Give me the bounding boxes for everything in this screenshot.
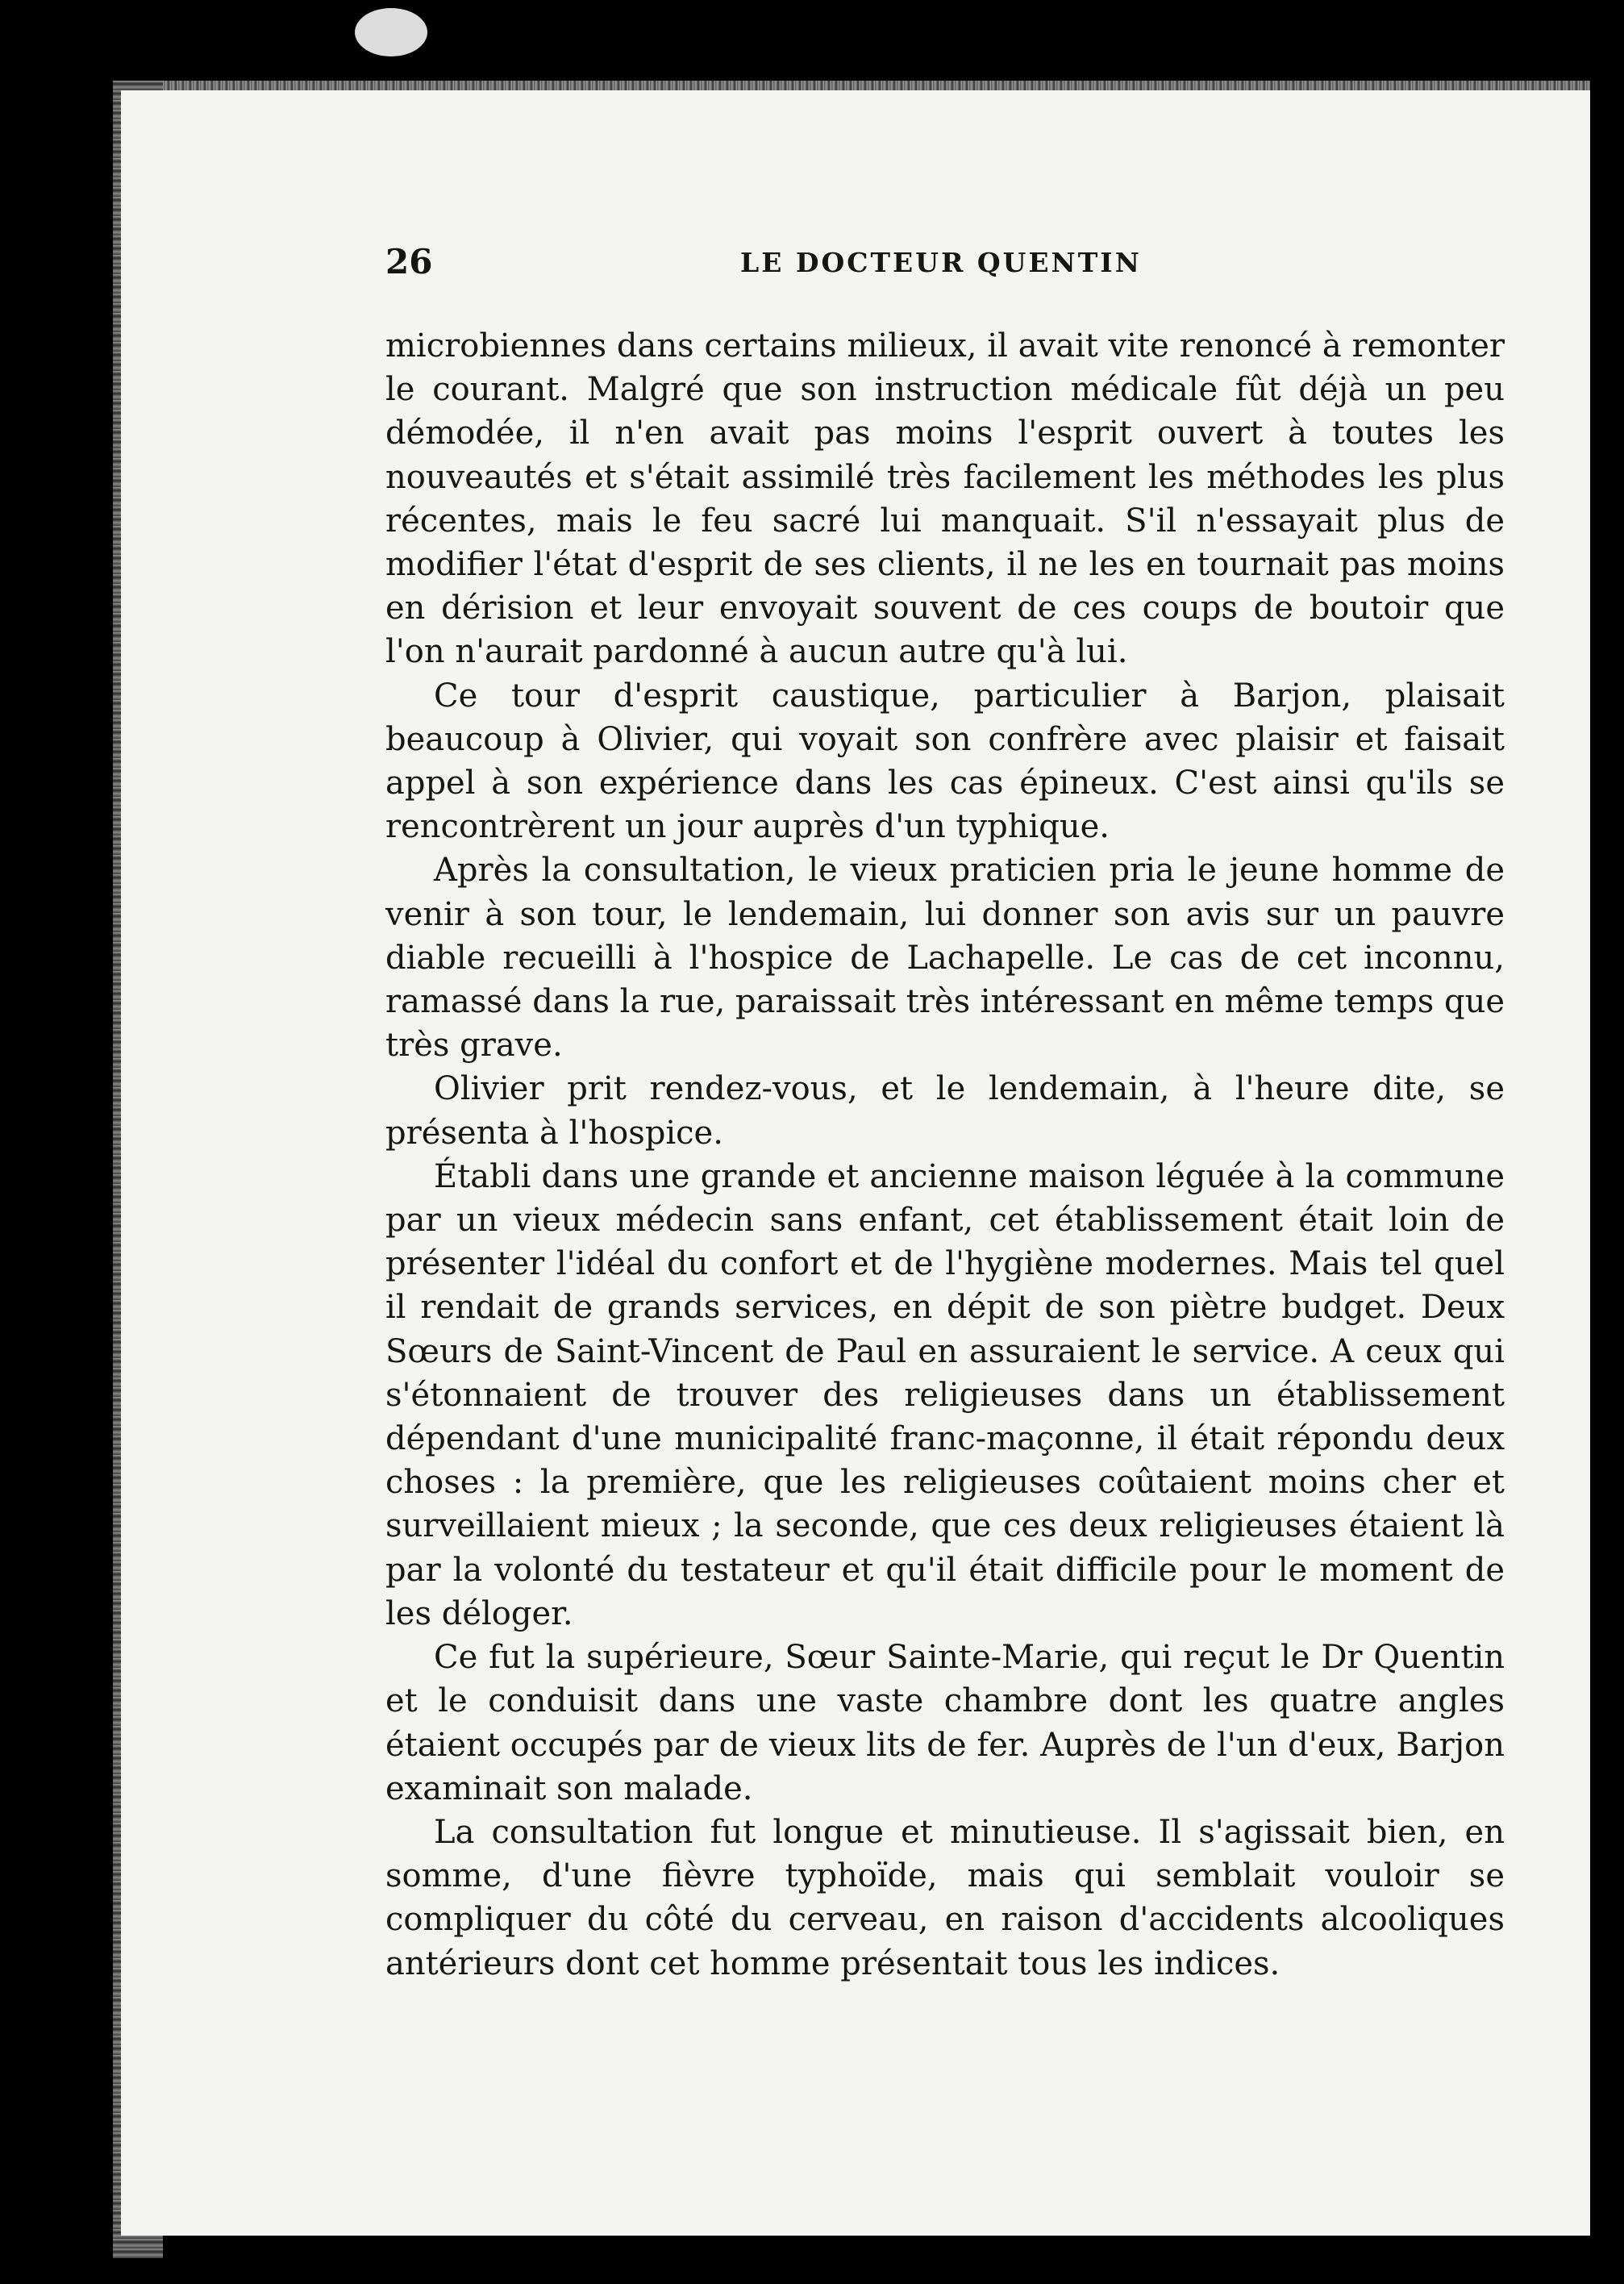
paragraph: Établi dans une grande et ancienne maison léguée à la commune par un vieux médecin sans enfant, cet établissement était loin de présenter l'idéal du confort et de l'hygiène modernes. Mais tel quel il rendait de grands services, en dépit de son piètre budget. Deux Sœurs de Saint-Vincent de Paul en assuraient le service. A ceux qui s'étonnaient de trouver des religieuses dans un établissement dépendant d'une municipalité franc-maçonne, il était répondu deux choses : la première, que les religieuses coûtaient moins cher et surveillaient mieux ; la seconde, que ces deux religieuses étaient là par la volonté du testateur et qu'il était difficile pour le moment de les déloger. <box>385 1157 1505 1632</box>
paragraph: La consultation fut longue et minutieuse. Il s'agissait bien, en somme, d'une fièvre typhoïde, mais qui semblait vouloir se compliquer du côté du cerveau, en raison d'accidents alcooliques antérieurs dont cet homme présentait tous les indices. <box>385 1813 1505 1982</box>
paragraph: microbiennes dans certains milieux, il avait vite renoncé à remonter le courant. Malgré que son instruction médicale fût déjà un peu démodée, il n'en avait pas moins l'esprit ouvert à toutes les nouveautés et s'était assimilé très facilement les méthodes les plus récentes, mais le feu sacré lui manquait. S'il n'essayait plus de modifier l'état d'esprit de ses clients, il ne les en tournait pas moins en dérision et leur envoyait souvent de ces coups de boutoir que l'on n'aurait pardonné à aucun autre qu'à lui. <box>385 327 1505 671</box>
scan-speck <box>355 8 427 56</box>
page-number: 26 <box>385 242 433 281</box>
paragraph: Ce tour d'esprit caustique, particulier à Barjon, plaisait beaucoup à Olivier, qui voyait son confrère avec plaisir et faisait appel à son expérience dans les cas épineux. C'est ainsi qu'ils se rencontrèrent un jour auprès d'un typhique. <box>385 677 1505 846</box>
paragraph: Ce fut la supérieure, Sœur Sainte-Marie, qui reçut le Dr Quentin et le conduisit dans une vaste chambre dont les quatre angles étaient occupés par de vieux lits de fer. Auprès de l'un d'eux, Barjon examinait son malade. <box>385 1639 1505 1807</box>
page-header <box>385 242 1508 290</box>
paragraph: Après la consultation, le vieux praticien pria le jeune homme de venir à son tour, le lendemain, lui donner son avis sur un pauvre diable recueilli à l'hospice de Lachapelle. Le cas de cet inconnu, ramassé dans la rue, paraissait très intéressant en même temps que très grave. <box>385 852 1505 1065</box>
running-title: LE DOCTEUR QUENTIN <box>740 247 1142 278</box>
body-text <box>385 324 1505 1986</box>
paragraph: Olivier prit rendez-vous, et le lendemain, à l'heure dite, se présenta à l'hospice. <box>385 1070 1505 1152</box>
